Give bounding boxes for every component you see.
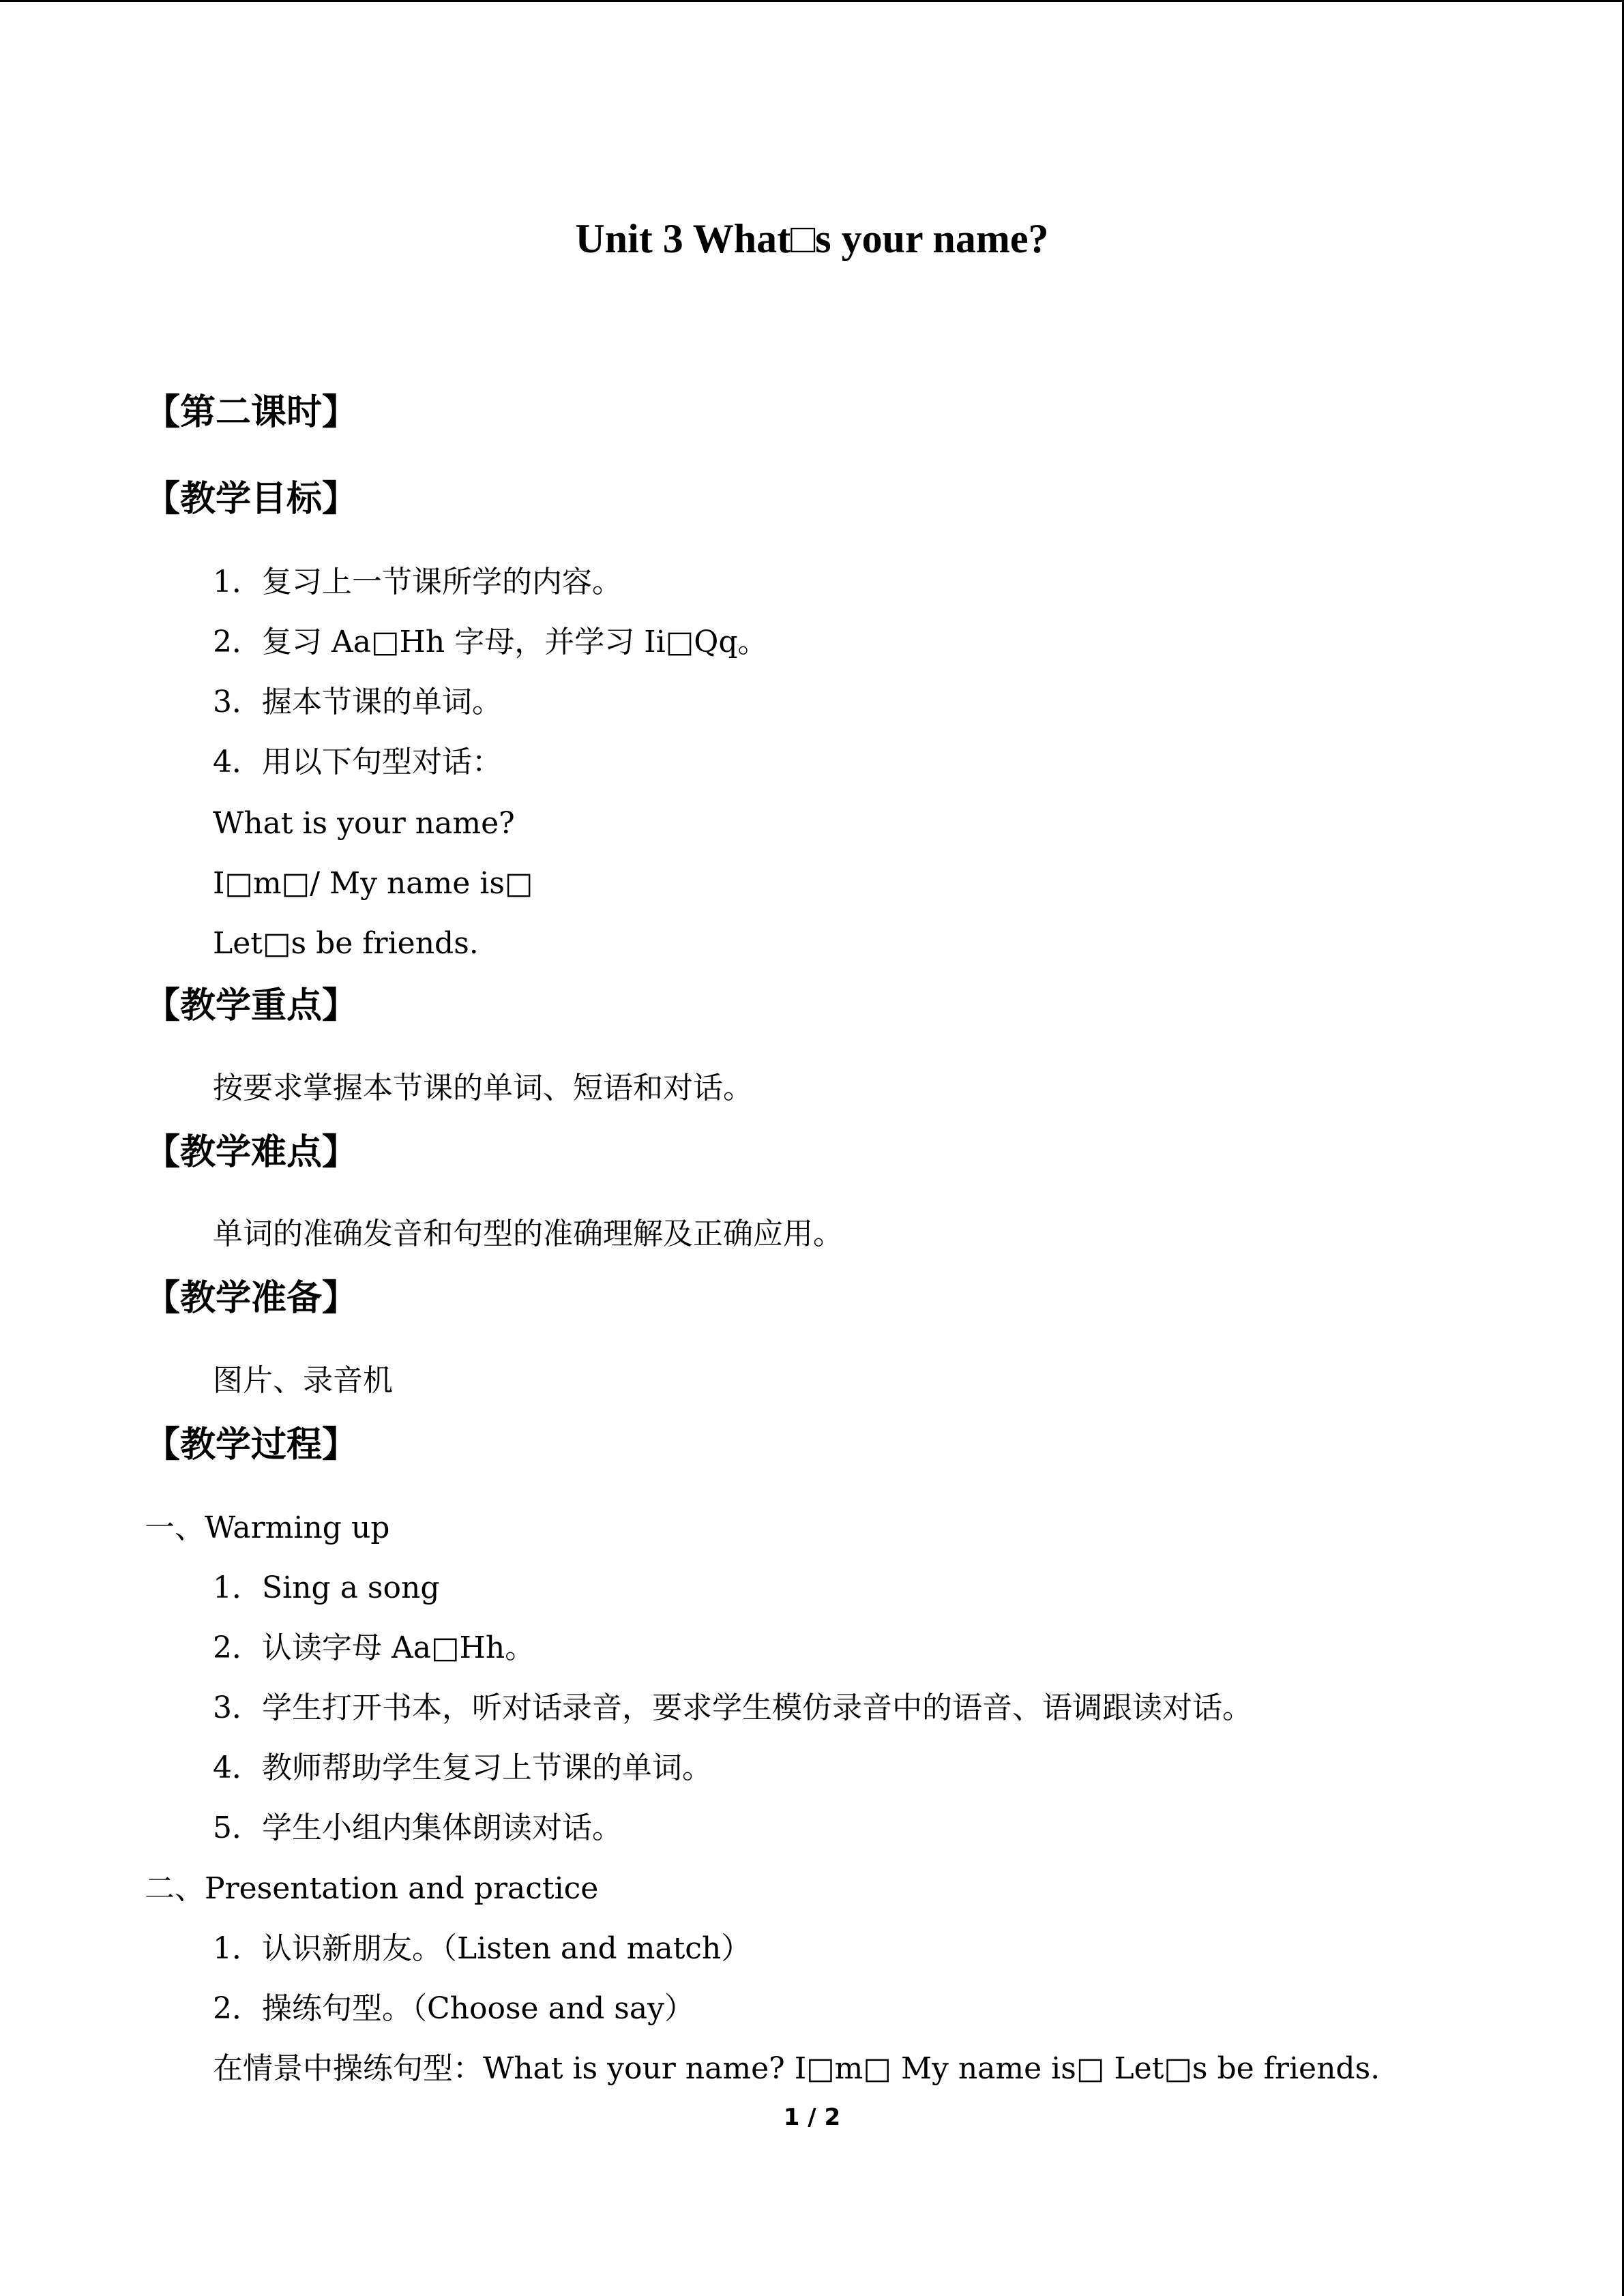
page-number: 1 / 2 xyxy=(783,2104,841,2131)
sentence-pattern: Let□s be friends. xyxy=(213,926,479,961)
process-step: 2．认读字母 Aa□Hh。 xyxy=(213,1630,535,1665)
objective-item: 2．复习 Aa□Hh 字母，并学习 Ii□Qq。 xyxy=(213,625,768,659)
objective-item: 4．用以下句型对话： xyxy=(213,745,502,779)
process-step: 2．操练句型。（Choose and say） xyxy=(213,1991,694,2026)
preparation-heading: 【教学准备】 xyxy=(145,1278,358,1319)
preparation-text: 图片、录音机 xyxy=(213,1363,393,1398)
difficulties-text: 单词的准确发音和句型的准确理解及正确应用。 xyxy=(213,1217,843,1251)
difficulties-heading: 【教学难点】 xyxy=(145,1132,358,1173)
key-points-heading: 【教学重点】 xyxy=(145,985,358,1026)
lesson-heading: 【第二课时】 xyxy=(145,392,358,433)
objectives-heading: 【教学目标】 xyxy=(145,479,358,520)
process-note: 在情景中操练句型：What is your name? I□m□ My name is□ Let□s be friends. xyxy=(213,2051,1381,2086)
process-step: 1．认识新朋友。（Listen and match） xyxy=(213,1931,752,1966)
process-step: 3．学生打开书本，听对话录音，要求学生模仿录音中的语音、语调跟读对话。 xyxy=(213,1690,1252,1725)
sentence-pattern: I□m□/ My name is□ xyxy=(213,866,533,901)
process-heading: 【教学过程】 xyxy=(145,1425,358,1465)
document-title: Unit 3 What□s your name? xyxy=(575,216,1049,261)
process-part-label: 一、Warming up xyxy=(145,1510,390,1545)
process-part-label: 二、Presentation and practice xyxy=(145,1871,599,1906)
objective-item: 3．握本节课的单词。 xyxy=(213,685,502,719)
process-step: 4．教师帮助学生复习上节课的单词。 xyxy=(213,1750,712,1785)
process-step: 5．学生小组内集体朗读对话。 xyxy=(213,1810,622,1845)
process-step: 1．Sing a song xyxy=(213,1570,440,1605)
sentence-pattern: What is your name? xyxy=(213,806,515,841)
key-points-text: 按要求掌握本节课的单词、短语和对话。 xyxy=(213,1071,753,1105)
objective-item: 1．复习上一节课所学的内容。 xyxy=(213,565,622,599)
